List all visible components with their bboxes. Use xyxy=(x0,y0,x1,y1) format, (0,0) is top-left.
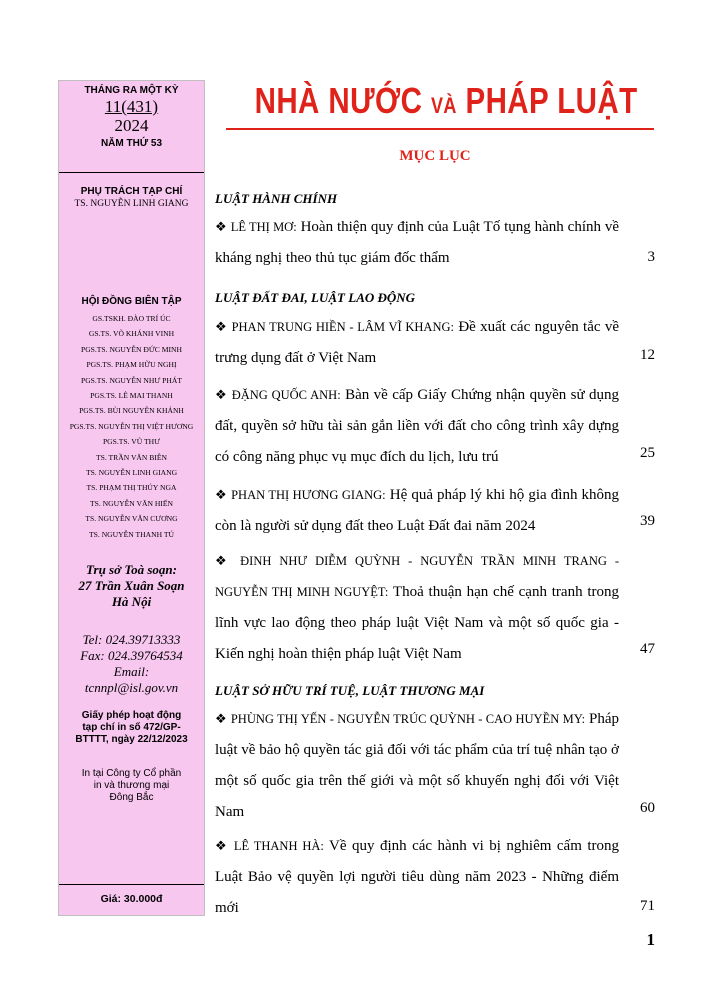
toc-title: MỤC LỤC xyxy=(399,148,471,164)
entry-title: Hệ quả pháp lý khi hộ gia đình không còn là người sử dụng đất theo Luật Đất đai năm 2024 xyxy=(215,487,620,534)
board-member: PGS.TS. PHẠM HỮU NGHỊ xyxy=(86,360,177,370)
fax: Fax: 024.39764534 xyxy=(80,648,183,664)
office-city: Hà Nội xyxy=(111,594,152,610)
editor-title: PHỤ TRÁCH TẠP CHÍ xyxy=(80,186,183,197)
entry-page: 3 xyxy=(647,249,655,265)
board-member: TS. NGUYỄN VĂN HIỂN xyxy=(90,498,173,508)
board-member: PGS.TS. LÊ MAI THANH xyxy=(90,391,173,401)
toc-entry[interactable] xyxy=(215,703,619,828)
board-member: TS. NGUYỄN VĂN CƯƠNG xyxy=(85,514,178,524)
permit-block xyxy=(59,710,204,746)
office-label: Trụ sở Toà soạn: xyxy=(86,562,177,578)
entry-title: Đề xuất các nguyên tắc về trưng dụng đất ở Việt Nam xyxy=(215,319,620,366)
entry-author: LÊ THỊ MƠ: xyxy=(230,220,297,234)
journal-masthead xyxy=(254,80,638,122)
entry-author: ĐINH NHƯ DIỄM QUỲNH - NGUYỄN TRẦN MINH TRANG - NGUYỄN THỊ MINH NGUYỆT: xyxy=(215,554,620,599)
contact-block xyxy=(59,632,204,696)
tel: Tel: 024.39713333 xyxy=(82,632,181,648)
board-member: PGS.TS. NGUYỄN NHƯ PHÁT xyxy=(80,375,183,385)
board-member: TS. NGUYỄN THANH TÚ xyxy=(89,529,174,539)
editorial-board xyxy=(59,295,204,542)
permit-line-2: tạp chí in số 472/GP- xyxy=(82,722,181,734)
masthead-part-1: NHÀ NƯỚC xyxy=(254,80,423,121)
toc-entry[interactable] xyxy=(215,479,619,542)
section-heading: LUẬT ĐẤT ĐAI, LUẬT LAO ĐỘNG xyxy=(215,290,416,305)
office-street: 27 Trần Xuân Soạn xyxy=(78,578,185,594)
board-member: GS.TSKH. ĐÀO TRÍ ÚC xyxy=(92,314,171,323)
diamond-bullet-icon: ❖ xyxy=(215,319,228,334)
issue-number: 11(431) xyxy=(104,97,159,116)
printer-block xyxy=(59,768,204,804)
issue-year: 2024 xyxy=(114,116,149,135)
entry-page: 39 xyxy=(640,513,655,529)
diamond-bullet-icon: ❖ xyxy=(215,387,228,402)
entry-page: 12 xyxy=(640,347,655,363)
section-heading: LUẬT HÀNH CHÍNH xyxy=(215,191,338,206)
board-member: TS. PHẠM THỊ THÚY NGA xyxy=(86,483,177,493)
board-member-list xyxy=(59,311,204,542)
masthead-rule xyxy=(226,128,654,130)
toc-entry[interactable] xyxy=(215,545,619,670)
entry-author: PHAN THỊ HƯƠNG GIANG: xyxy=(231,488,386,502)
price: Giá: 30.000đ xyxy=(59,884,204,915)
office-address xyxy=(59,562,204,610)
board-member: PGS.TS. BÙI NGUYÊN KHÁNH xyxy=(79,406,184,416)
section-heading: LUẬT SỞ HỮU TRÍ TUỆ, LUẬT THƯƠNG MẠI xyxy=(215,683,485,698)
masthead-part-2: VÀ xyxy=(430,93,457,118)
board-member: PGS.TS. VŨ THƯ xyxy=(102,437,161,447)
entry-page: 47 xyxy=(640,641,655,657)
permit-line-1: Giấy phép hoạt động xyxy=(81,710,182,722)
toc-entry[interactable] xyxy=(215,379,619,473)
issue-info-box xyxy=(59,81,204,173)
entry-title: Pháp luật về bảo hộ quyền tác giả đối với tác phẩm của trí tuệ nhân tạo ở một số quốc gia trên thế giới và một số khuyến nghị đối với Việt Nam xyxy=(215,711,620,820)
masthead-part-3: PHÁP LUẬT xyxy=(465,80,638,121)
entry-author: LÊ THANH HÀ: xyxy=(233,839,324,853)
toc-entry[interactable] xyxy=(215,311,619,374)
printer-line-1: In tại Công ty Cổ phần xyxy=(81,768,182,780)
entry-page: 25 xyxy=(640,445,655,461)
entry-title: Hoàn thiện quy định của Luật Tố tụng hành chính về kháng nghị theo thủ tục giám đốc thẩm xyxy=(215,219,620,266)
volume-label: NĂM THỨ 53 xyxy=(100,138,163,149)
editor-name: TS. NGUYỄN LINH GIANG xyxy=(74,199,189,209)
entry-title: Thoả thuận hạn chế cạnh tranh trong lĩnh vực lao động theo pháp luật Việt Nam và một số quốc gia - Kiến nghị hoàn thiện pháp luật Việt Nam xyxy=(215,584,620,662)
board-title: HỘI ĐỒNG BIÊN TẬP xyxy=(81,296,182,307)
board-member: PGS.TS. NGUYỄN THỊ VIỆT HƯƠNG xyxy=(69,421,194,431)
printer-line-2: in và thương mại xyxy=(93,780,170,792)
board-member: PGS.TS. NGUYỄN ĐỨC MINH xyxy=(80,344,183,354)
board-member: TS. TRẦN VĂN BIÊN xyxy=(95,452,168,462)
board-member: TS. NGUYỄN LINH GIANG xyxy=(85,468,178,478)
diamond-bullet-icon: ❖ xyxy=(215,838,229,853)
entry-author: PHÙNG THỊ YẾN - NGUYỄN TRÚC QUỲNH - CAO HUYỀN MY: xyxy=(230,712,586,726)
toc-entry[interactable] xyxy=(215,211,619,274)
entry-title: Bàn về cấp Giấy Chứng nhận quyền sử dụng đất, quyền sở hữu tài sản gắn liền với đất cho công trình xây dựng có công năng phục vụ mục đích du lịch, lưu trú xyxy=(215,387,620,465)
diamond-bullet-icon: ❖ xyxy=(215,219,227,234)
entry-page: 71 xyxy=(640,898,655,914)
printer-line-3: Đông Bắc xyxy=(109,792,154,804)
board-member: GS.TS. VÕ KHÁNH VINH xyxy=(88,329,175,339)
toc-entry[interactable] xyxy=(215,830,619,924)
entry-page: 60 xyxy=(640,800,655,816)
frequency-label: THÁNG RA MỘT KỲ xyxy=(84,85,179,96)
page-number: 1 xyxy=(646,930,655,949)
diamond-bullet-icon: ❖ xyxy=(215,553,232,568)
permit-line-3: BTTTT, ngày 22/12/2023 xyxy=(75,734,188,746)
email-label: Email: xyxy=(113,664,150,680)
entry-author: PHAN TRUNG HIỀN - LÂM VĨ KHANG: xyxy=(231,320,454,334)
editor-block xyxy=(59,185,204,211)
entry-title: Về quy định các hành vi bị nghiêm cấm trong Luật Bảo vệ quyền lợi người tiêu dùng năm 2023 - Những điểm mới xyxy=(215,838,619,916)
diamond-bullet-icon: ❖ xyxy=(215,711,227,726)
email: tcnnpl@isl.gov.vn xyxy=(84,680,179,696)
diamond-bullet-icon: ❖ xyxy=(215,487,227,502)
masthead-sidebar xyxy=(58,80,205,916)
entry-author: ĐẶNG QUỐC ANH: xyxy=(231,388,341,402)
